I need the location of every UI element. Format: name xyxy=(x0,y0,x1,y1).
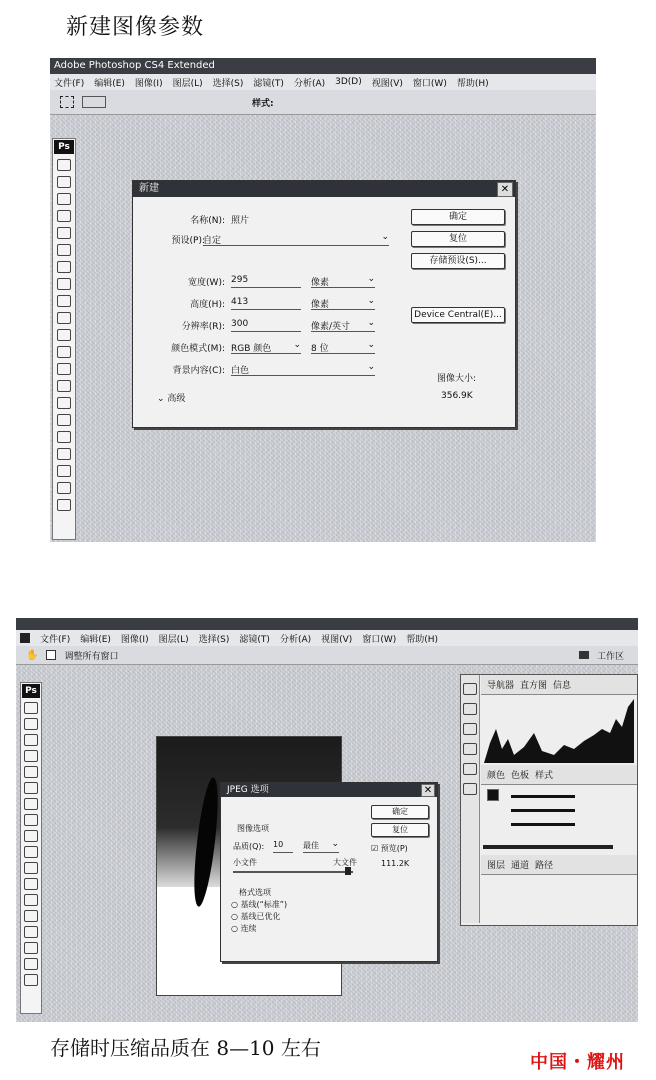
preview-checkbox[interactable]: ☑ 预览(P) xyxy=(371,844,408,853)
tab-paths[interactable]: 路径 xyxy=(535,861,554,871)
width-label: 宽度(W): xyxy=(188,278,225,288)
layers-panel xyxy=(481,855,637,875)
chevron-down-icon: ⌄ xyxy=(367,318,375,328)
zoom-tool-icon[interactable] xyxy=(24,974,38,986)
menu-edit[interactable]: 编辑(E) xyxy=(80,634,111,645)
width-unit-select[interactable] xyxy=(311,275,375,288)
move-tool-icon[interactable] xyxy=(24,702,38,714)
advanced-toggle[interactable] xyxy=(157,391,185,404)
small-file-label: 小文件 xyxy=(233,858,257,867)
resolution-label: 分辨率(R): xyxy=(181,322,225,332)
menu-bar xyxy=(16,630,638,646)
window-titlebar xyxy=(50,58,596,74)
bit-depth-select[interactable] xyxy=(311,341,375,354)
panel-icon-adjustments[interactable] xyxy=(463,743,477,755)
hand-tool-icon[interactable] xyxy=(24,958,38,970)
close-icon[interactable]: ✕ xyxy=(497,182,513,197)
format-option-baseline-label: 基线(“标准”) xyxy=(240,900,288,909)
history-brush-tool-icon[interactable] xyxy=(57,312,71,324)
advanced-label: 高级 xyxy=(167,394,186,404)
workspace-menu[interactable]: 工作区 xyxy=(596,651,624,662)
magic-wand-tool-icon[interactable] xyxy=(24,750,38,762)
preset-select[interactable] xyxy=(203,233,389,246)
height-label: 高度(H): xyxy=(190,300,225,310)
chevron-down-icon: ⌄ xyxy=(367,274,375,284)
width-unit-value: 像素 xyxy=(311,278,330,288)
panel-icon-masks[interactable] xyxy=(463,763,477,775)
menu-select[interactable]: 选择(S) xyxy=(212,78,244,89)
chevron-down-icon: ⌄ xyxy=(293,340,301,350)
quality-slider-track[interactable] xyxy=(233,871,353,873)
preset-label: 预设(P): xyxy=(171,236,205,246)
color-mode-value: RGB 颜色 xyxy=(231,344,272,354)
lasso-tool-icon[interactable] xyxy=(24,734,38,746)
name-label: 名称(N): xyxy=(190,216,225,226)
menu-file[interactable]: 文件(F) xyxy=(40,634,71,645)
zoom-tool-icon[interactable] xyxy=(57,499,71,511)
resize-windows-checkbox[interactable] xyxy=(46,650,56,660)
path-select-tool-icon[interactable] xyxy=(24,926,38,938)
height-unit-select[interactable] xyxy=(311,297,375,310)
quality-preset-value: 最佳 xyxy=(303,841,319,850)
brush-tool-icon[interactable] xyxy=(57,278,71,290)
eyedropper-tool-icon[interactable] xyxy=(57,244,71,256)
dialog-titlebar xyxy=(221,783,437,797)
pen-tool-icon[interactable] xyxy=(57,397,71,409)
panel-icon-history[interactable] xyxy=(463,703,477,715)
tab-layers[interactable]: 图层 xyxy=(487,861,506,871)
color-slider-b[interactable] xyxy=(511,823,575,826)
preview-label: 预览(P) xyxy=(380,844,408,853)
photoshop-window-new-image xyxy=(50,58,596,542)
format-option-progressive-label: 连续 xyxy=(240,924,257,933)
shape-tool-icon[interactable] xyxy=(57,448,71,460)
chevron-down-icon: ⌄ xyxy=(367,340,375,350)
type-tool-icon[interactable] xyxy=(24,910,38,922)
menu-layer[interactable]: 图层(L) xyxy=(158,634,189,645)
panel-icon-actions[interactable] xyxy=(463,723,477,735)
format-options-group-label: 格式选项 xyxy=(239,888,271,897)
crop-tool-icon[interactable] xyxy=(24,766,38,778)
navigator-tabs xyxy=(481,675,637,695)
photoshop-window-jpeg-save xyxy=(16,618,638,1022)
blur-tool-icon[interactable] xyxy=(57,363,71,375)
tab-swatches[interactable]: 色板 xyxy=(511,771,530,781)
tab-histogram[interactable]: 直方图 xyxy=(520,681,548,691)
menu-analysis[interactable]: 分析(A) xyxy=(293,78,326,89)
hand-tool-icon[interactable]: ✋ xyxy=(26,649,39,661)
menu-help[interactable]: 帮助(H) xyxy=(406,634,439,645)
quality-preset-select[interactable] xyxy=(303,840,339,853)
healing-tool-icon[interactable] xyxy=(24,798,38,810)
menu-3d[interactable]: 3D(D) xyxy=(335,77,362,87)
background-select[interactable] xyxy=(231,363,375,376)
crop-tool-icon[interactable] xyxy=(57,227,71,239)
right-panel-dock xyxy=(460,674,638,926)
panel-icon-strip xyxy=(461,675,480,923)
type-tool-icon[interactable] xyxy=(57,414,71,426)
background-label: 背景内容(C): xyxy=(172,366,225,376)
path-select-tool-icon[interactable] xyxy=(57,431,71,443)
chevron-down-icon: ⌄ xyxy=(367,296,375,306)
menu-window[interactable]: 窗口(W) xyxy=(412,78,447,89)
dialog-titlebar xyxy=(133,181,515,197)
reset-button[interactable]: 复位 xyxy=(371,823,429,837)
color-slider-g[interactable] xyxy=(511,809,575,812)
toolbox xyxy=(52,138,76,540)
format-option-progressive[interactable]: ○ 连续 xyxy=(231,924,257,933)
foreground-color-swatch[interactable] xyxy=(487,789,499,801)
options-bar xyxy=(16,646,638,665)
color-mode-select[interactable] xyxy=(231,341,301,354)
menu-select[interactable]: 选择(S) xyxy=(198,634,230,645)
menu-view[interactable]: 视图(V) xyxy=(321,634,353,645)
page-heading: 新建图像参数 xyxy=(66,15,205,40)
ps-menu-icon[interactable] xyxy=(20,633,30,643)
save-preset-button[interactable]: 存储预设(S)... xyxy=(411,253,505,269)
menu-filter[interactable]: 滤镜(T) xyxy=(239,634,270,645)
window-titlebar xyxy=(16,618,638,630)
histogram-graph xyxy=(484,699,634,763)
double-chevron-down-icon: ⌄ xyxy=(157,394,168,404)
ps-logo: Ps xyxy=(22,684,40,698)
jpeg-options-dialog xyxy=(220,782,438,962)
tab-channels[interactable]: 通道 xyxy=(511,861,530,871)
chevron-down-icon: ⌄ xyxy=(331,839,339,849)
toolbox xyxy=(20,682,42,1014)
selection-mode-icon[interactable] xyxy=(82,96,106,108)
style-label: 样式: xyxy=(252,98,274,109)
quality-label: 品质(Q): xyxy=(233,842,265,851)
device-central-button[interactable]: Device Central(E)... xyxy=(411,307,505,323)
color-ramp[interactable] xyxy=(483,845,613,849)
watermark: 中国・耀州 xyxy=(530,1052,625,1073)
notes-tool-icon[interactable] xyxy=(57,465,71,477)
name-input[interactable]: 照片 xyxy=(231,216,250,226)
menu-image[interactable]: 图像(I) xyxy=(134,78,163,89)
options-bar xyxy=(50,90,596,115)
dodge-tool-icon[interactable] xyxy=(24,878,38,890)
tab-navigator[interactable]: 导航器 xyxy=(487,681,515,691)
image-size-value: 356.9K xyxy=(441,391,473,401)
image-options-group-label: 图像选项 xyxy=(237,824,269,833)
ps-logo: Ps xyxy=(54,140,74,154)
large-file-label: 大文件 xyxy=(333,858,357,867)
height-unit-value: 像素 xyxy=(311,300,330,310)
pen-tool-icon[interactable] xyxy=(24,894,38,906)
menu-file[interactable]: 文件(F) xyxy=(54,78,85,89)
dialog-title: JPEG 选项 xyxy=(227,785,269,795)
dodge-tool-icon[interactable] xyxy=(57,380,71,392)
width-input[interactable] xyxy=(231,275,301,288)
shape-tool-icon[interactable] xyxy=(24,942,38,954)
resolution-input[interactable] xyxy=(231,319,301,332)
bit-depth-value: 8 位 xyxy=(311,344,329,354)
dialog-title: 新建 xyxy=(139,183,159,194)
resolution-value: 300 xyxy=(231,319,249,329)
chevron-down-icon: ⌄ xyxy=(367,362,375,372)
background-value: 白色 xyxy=(231,366,250,376)
move-tool-icon[interactable] xyxy=(57,159,71,171)
menu-bar xyxy=(50,74,596,90)
stamp-tool-icon[interactable] xyxy=(57,295,71,307)
eraser-tool-icon[interactable] xyxy=(57,329,71,341)
tab-color[interactable]: 颜色 xyxy=(487,771,506,781)
brush-tool-icon[interactable] xyxy=(24,814,38,826)
navigator-panel xyxy=(481,675,637,763)
panel-icon-brushes[interactable] xyxy=(463,783,477,795)
color-tabs xyxy=(481,765,637,785)
magic-wand-tool-icon[interactable] xyxy=(57,210,71,222)
marquee-tool-icon[interactable] xyxy=(24,718,38,730)
quality-slider-thumb[interactable] xyxy=(345,867,351,875)
eraser-tool-icon[interactable] xyxy=(24,846,38,858)
close-icon[interactable]: ✕ xyxy=(421,784,435,797)
page-caption: 存储时压缩品质在 8—10 左右 xyxy=(50,1036,321,1060)
menu-edit[interactable]: 编辑(E) xyxy=(94,78,125,89)
hand-tool-icon[interactable] xyxy=(57,482,71,494)
panel-icon-navigator[interactable] xyxy=(463,683,477,695)
quality-value: 10 xyxy=(273,840,284,849)
height-input[interactable] xyxy=(231,297,301,310)
menu-analysis[interactable]: 分析(A) xyxy=(279,634,312,645)
window-title: Adobe Photoshop CS4 Extended xyxy=(54,60,215,71)
healing-tool-icon[interactable] xyxy=(57,261,71,273)
gradient-tool-icon[interactable] xyxy=(24,862,38,874)
menu-image[interactable]: 图像(I) xyxy=(120,634,149,645)
tab-styles[interactable]: 样式 xyxy=(535,771,554,781)
resolution-unit-value: 像素/英寸 xyxy=(311,322,351,332)
layers-tabs xyxy=(481,855,637,875)
height-value: 413 xyxy=(231,297,249,307)
image-size-label: 图像大小: xyxy=(437,374,477,384)
new-image-dialog xyxy=(132,180,516,428)
ok-button[interactable]: 确定 xyxy=(371,805,429,819)
file-size-value: 111.2K xyxy=(381,859,410,868)
color-panel xyxy=(481,765,637,785)
menu-window[interactable]: 窗口(W) xyxy=(362,634,397,645)
eyedropper-tool-icon[interactable] xyxy=(24,782,38,794)
resize-windows-label: 调整所有窗口 xyxy=(64,651,119,662)
resolution-unit-select[interactable] xyxy=(311,319,375,332)
gradient-tool-icon[interactable] xyxy=(57,346,71,358)
menu-layer[interactable]: 图层(L) xyxy=(172,78,203,89)
width-value: 295 xyxy=(231,275,249,285)
marquee-tool-icon[interactable] xyxy=(60,96,74,108)
marquee-tool-icon[interactable] xyxy=(57,176,71,188)
workspace-icon[interactable] xyxy=(579,651,589,659)
format-option-baseline-optimized-label: 基线已优化 xyxy=(240,912,281,921)
color-slider-r[interactable] xyxy=(511,795,575,798)
menu-help[interactable]: 帮助(H) xyxy=(456,78,489,89)
tab-info[interactable]: 信息 xyxy=(553,681,572,691)
lasso-tool-icon[interactable] xyxy=(57,193,71,205)
reset-button[interactable]: 复位 xyxy=(411,231,505,247)
preset-value: 自定 xyxy=(203,236,222,246)
color-mode-label: 颜色模式(M): xyxy=(171,344,225,354)
stamp-tool-icon[interactable] xyxy=(24,830,38,842)
menu-filter[interactable]: 滤镜(T) xyxy=(253,78,284,89)
format-option-baseline[interactable]: ○ 基线(“标准”) xyxy=(231,900,288,909)
ok-button[interactable]: 确定 xyxy=(411,209,505,225)
chevron-down-icon: ⌄ xyxy=(381,232,389,242)
format-option-baseline-optimized[interactable]: ○ 基线已优化 xyxy=(231,912,281,921)
quality-input[interactable] xyxy=(273,840,293,853)
menu-view[interactable]: 视图(V) xyxy=(371,78,403,89)
